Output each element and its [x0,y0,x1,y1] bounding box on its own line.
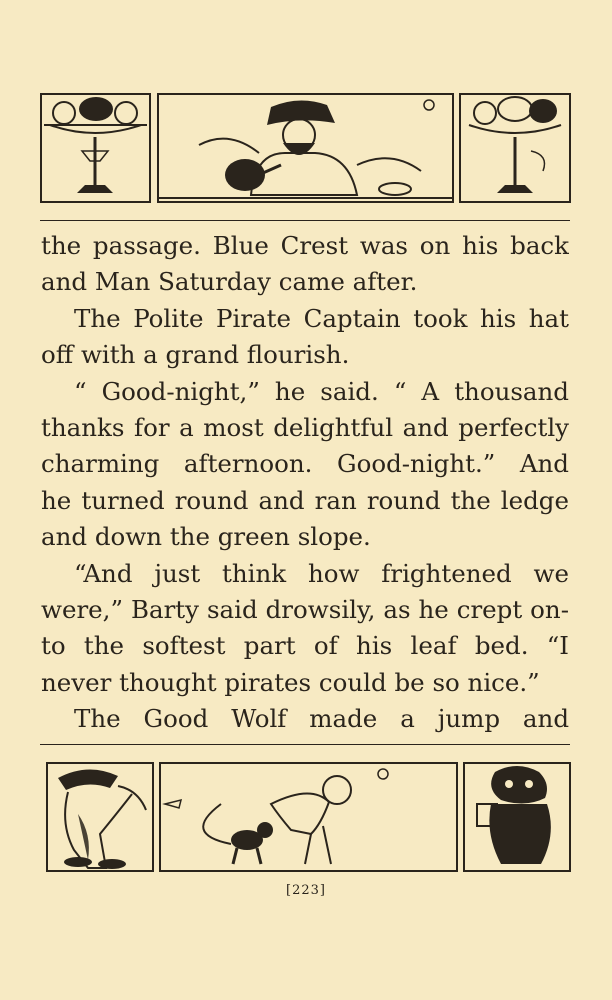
text-line: “ Good-night,” he said. “ A thousand [74,376,569,406]
text-line: off with a grand flourish. [41,340,350,370]
pirate-bending-icon [46,762,154,872]
text-line: and Man Saturday came after. [41,267,418,297]
top-rule [40,220,570,221]
text-line: he turned round and ran round the ledge [41,485,569,515]
text-line: charming afternoon. Good-night.” And [41,449,569,479]
text-line: The Good Wolf made a jump and [74,704,569,734]
page-number: [223] [286,883,326,898]
text-line: to the softest part of his leaf bed. “I [41,631,569,661]
monkey-and-old-man-icon [159,762,458,872]
text-line: were,” Barty said drowsily, as he crept on- [41,594,569,624]
bottom-illustration-frieze [40,760,570,872]
text-line: the passage. Blue Crest was on his back [41,231,569,260]
text-line: “And just think how frightened we [74,558,569,588]
text-line: never thought pirates could be so nice.” [41,667,540,697]
bottom-rule [40,744,570,745]
fruit-bowl-icon [459,93,571,203]
text-line: thanks for a most delightful and perfectly [41,412,569,442]
bear-icon [463,762,571,872]
body-text [41,228,569,737]
pirate-captain-pouring-tea-icon [157,93,454,203]
top-illustration-frieze [40,93,570,205]
fruit-bowl-icon [40,93,151,203]
text-line: The Polite Pirate Captain took his hat [74,303,569,333]
text-line: and down the green slope. [41,522,371,552]
